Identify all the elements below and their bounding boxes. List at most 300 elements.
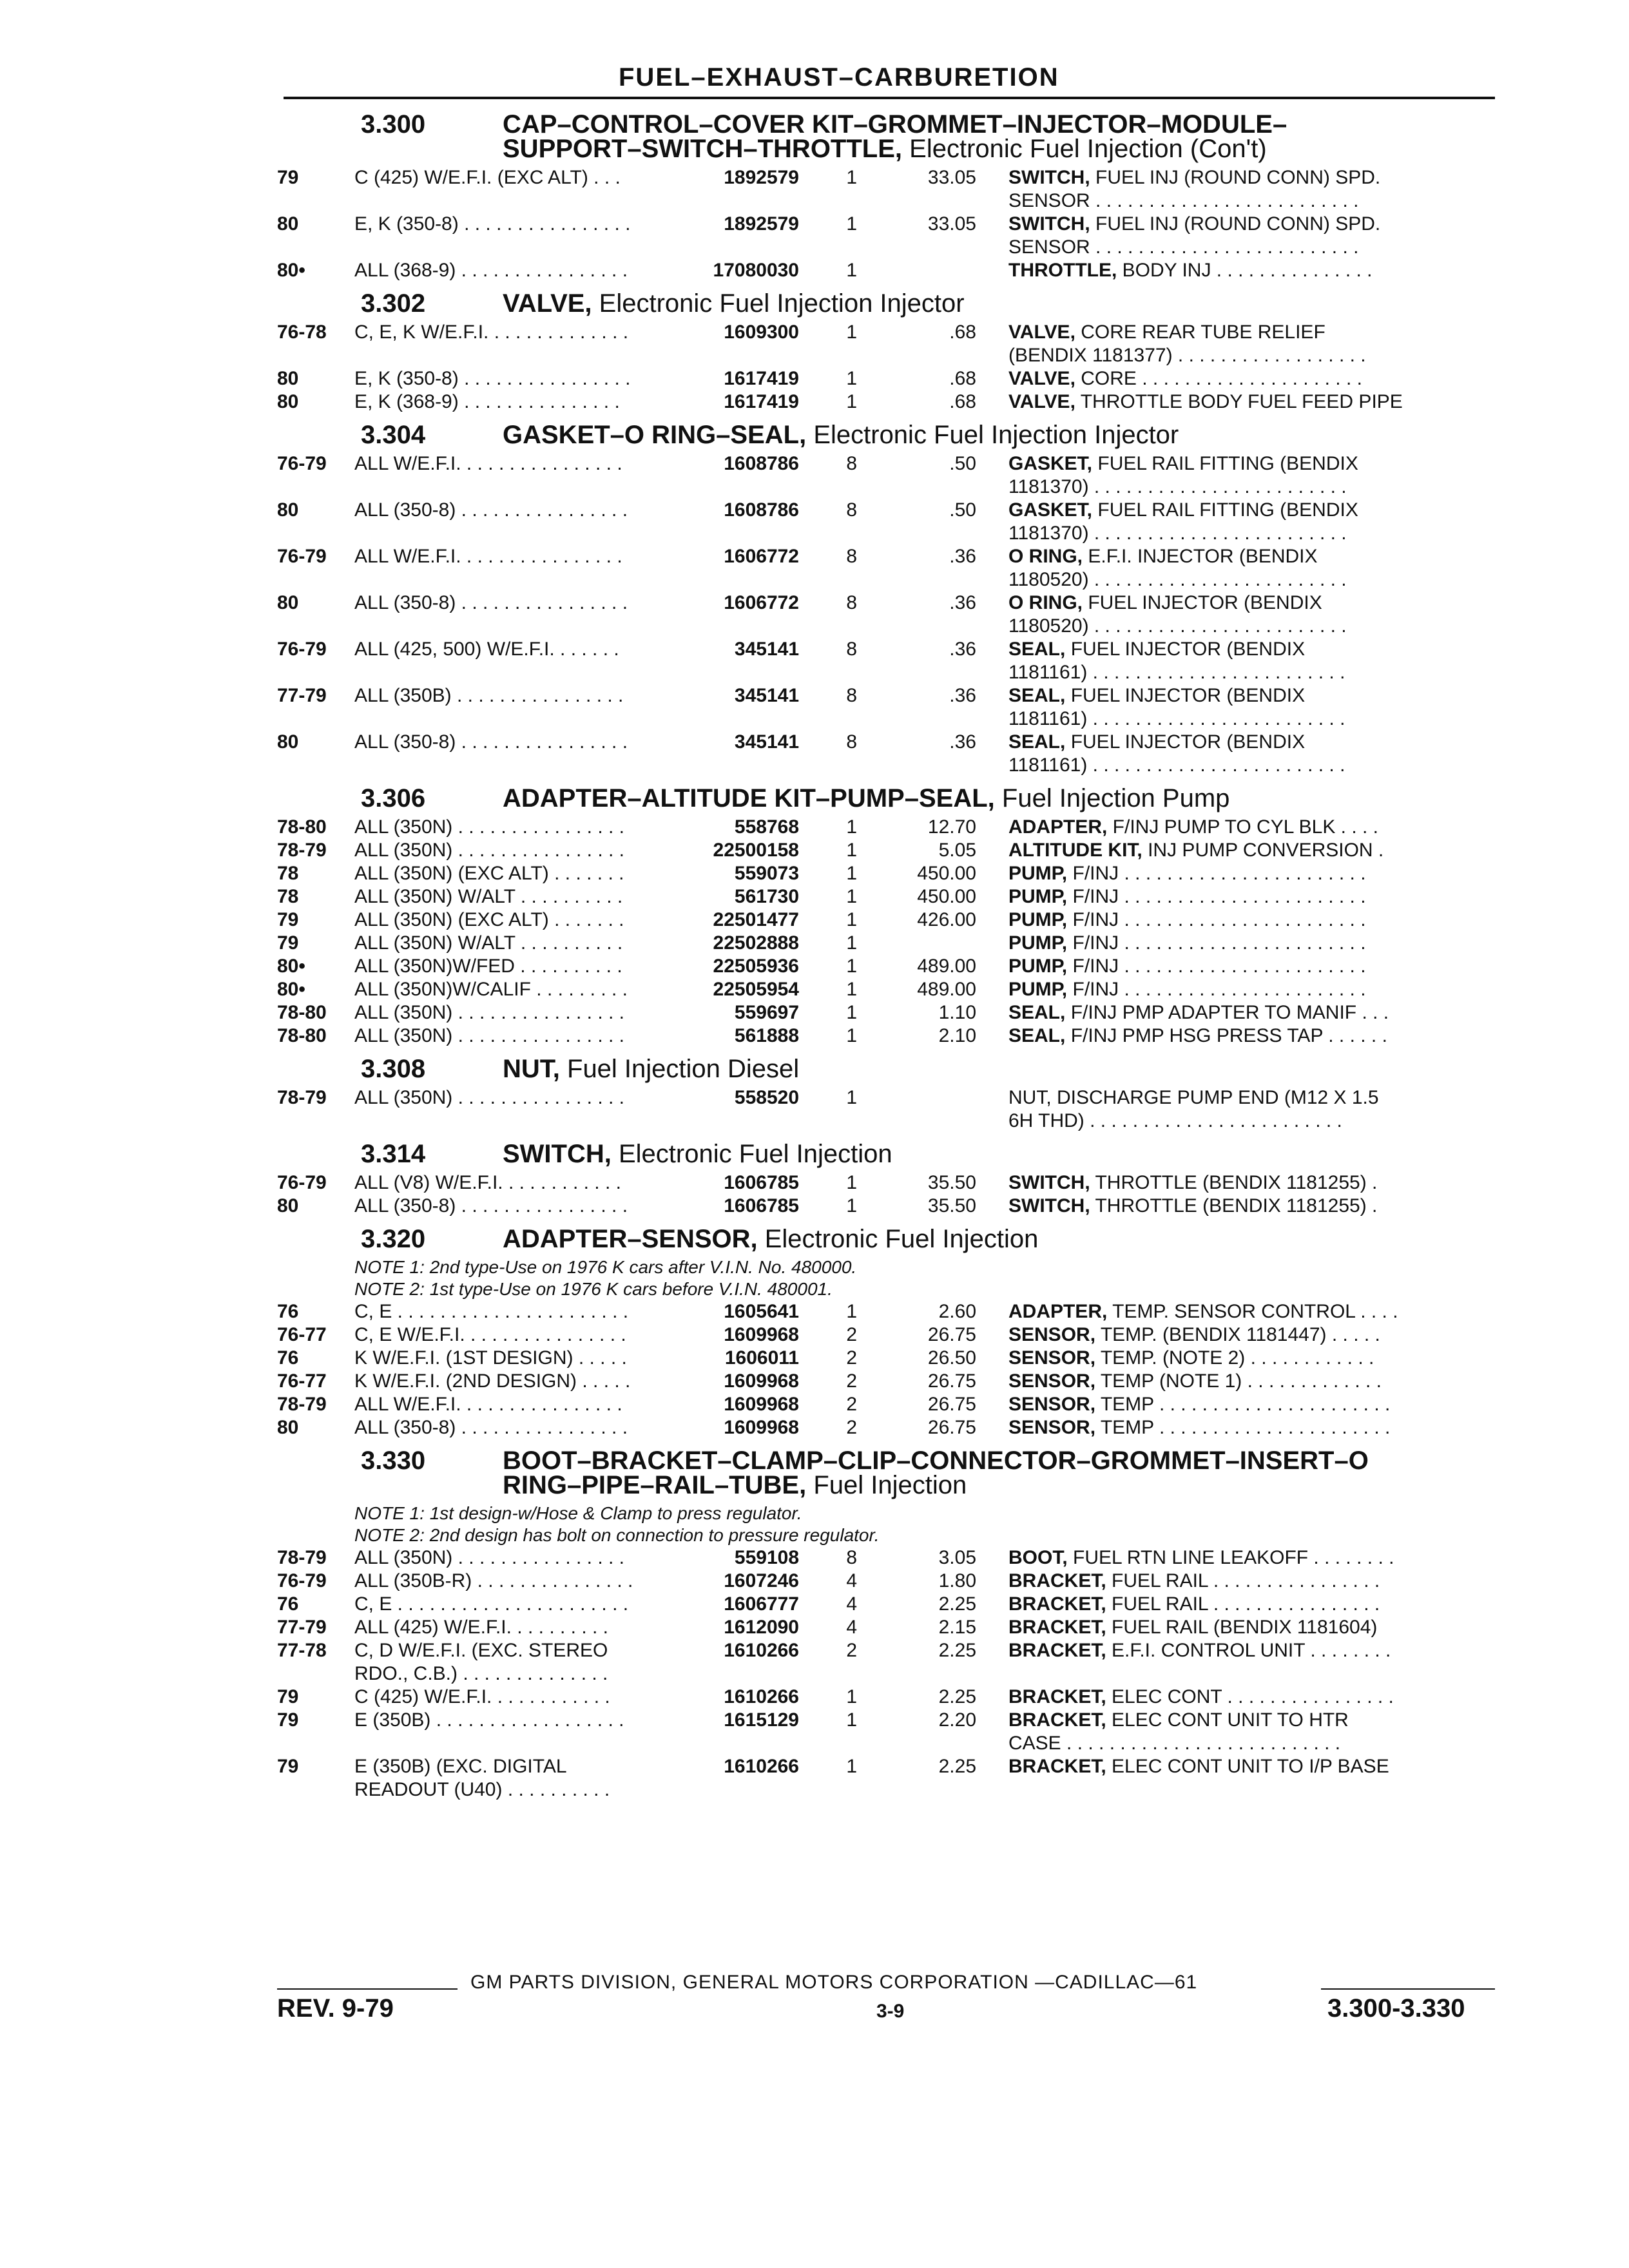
part-description [976, 1393, 1495, 1416]
part-description-text: FUEL RAIL . . . . . . . . . . . . . . . . [1106, 1570, 1380, 1591]
price: 26.75 [927, 1417, 976, 1438]
part-number: 559697 [734, 1002, 799, 1023]
model-year: 80• [277, 979, 305, 1000]
model-year: 78-79 [277, 1547, 327, 1568]
part-description-text: FUEL RAIL FITTING (BENDIX 1181370) . . . . . . . . . . . . . . . . . . . . . . . . [1008, 453, 1358, 497]
price: .36 [949, 546, 976, 567]
section-note: NOTE 2: 1st type-Use on 1976 K cars before V.I.N. 480001. [354, 1279, 833, 1299]
quantity: 1 [846, 1025, 857, 1046]
model-application: ALL (350-8) . . . . . . . . . . . . . . . . [354, 592, 628, 613]
model-year: 80 [277, 499, 299, 521]
part-description-text: CORE . . . . . . . . . . . . . . . . . . . . . [1075, 368, 1362, 389]
section-number: 3.314 [361, 1140, 426, 1168]
model-application: ALL (350B-R) . . . . . . . . . . . . . . . [354, 1570, 633, 1591]
part-keyword: BRACKET, [1008, 1640, 1106, 1661]
section-name-rest: Electronic Fuel Injection (Con't) [902, 135, 1267, 163]
section-title [277, 1057, 1495, 1081]
model-year: 76 [277, 1347, 299, 1369]
model-application: C, E . . . . . . . . . . . . . . . . . . . . . . [354, 1301, 629, 1322]
part-number: 17080030 [713, 260, 799, 281]
part-number: 1606772 [724, 592, 799, 613]
part-row [277, 452, 1495, 499]
price: 33.05 [927, 213, 976, 235]
model-application: ALL (350N)W/FED . . . . . . . . . . [354, 956, 622, 977]
part-description [976, 1024, 1495, 1048]
part-description [976, 684, 1495, 731]
model-application: ALL (V8) W/E.F.I. . . . . . . . . . . . [354, 1172, 621, 1193]
section-name-bold: NUT, [503, 1055, 560, 1083]
part-row [277, 213, 1495, 259]
part-keyword: PUMP, [1008, 979, 1068, 1000]
part-keyword: GASKET, [1008, 453, 1093, 474]
section-name [503, 1057, 1495, 1081]
quantity: 8 [846, 546, 857, 567]
part-description [976, 932, 1495, 955]
part-description [976, 213, 1495, 259]
part-row [277, 839, 1495, 862]
model-year: 76-79 [277, 1172, 327, 1193]
section-name-bold: ADAPTER–SENSOR, [503, 1225, 758, 1253]
part-number: 1606785 [724, 1172, 799, 1193]
part-description [976, 1370, 1495, 1393]
price: 450.00 [917, 863, 976, 884]
section-number: 3.320 [361, 1225, 426, 1253]
price: .68 [949, 391, 976, 412]
part-description-text: TEMP . . . . . . . . . . . . . . . . . . . . . . [1095, 1417, 1391, 1438]
section-name-bold: VALVE, [503, 289, 592, 318]
part-description-text: FUEL INJECTOR (BENDIX 1180520) . . . . . . . . . . . . . . . . . . . . . . . . [1008, 592, 1347, 637]
part-description [976, 1709, 1495, 1755]
model-year: 79 [277, 1756, 299, 1777]
header-rule [284, 97, 1495, 99]
part-keyword: SEAL, [1008, 1002, 1066, 1023]
model-year: 80 [277, 592, 299, 613]
model-application: ALL (350-8) . . . . . . . . . . . . . . . . [354, 499, 628, 521]
part-description [976, 1593, 1495, 1616]
quantity: 1 [846, 863, 857, 884]
model-application: ALL (368-9) . . . . . . . . . . . . . . . . [354, 260, 628, 281]
part-keyword: BRACKET, [1008, 1617, 1106, 1638]
part-row [277, 978, 1495, 1001]
part-keyword: O RING, [1008, 546, 1083, 567]
part-description [976, 452, 1495, 499]
model-year: 76-77 [277, 1324, 327, 1345]
part-number: 1617419 [724, 368, 799, 389]
part-description-text: F/INJ . . . . . . . . . . . . . . . . . . . . . . . [1067, 932, 1366, 954]
part-row [277, 932, 1495, 955]
part-description [976, 591, 1495, 638]
price: .50 [949, 453, 976, 474]
part-description-text: FUEL INJECTOR (BENDIX 1181161) . . . . . . . . . . . . . . . . . . . . . . . . [1008, 731, 1345, 776]
model-year: 79 [277, 1686, 299, 1707]
part-number: 1892579 [724, 213, 799, 235]
quantity: 2 [846, 1324, 857, 1345]
model-year: 80• [277, 956, 305, 977]
section-note: NOTE 1: 2nd type-Use on 1976 K cars after V.I.N. No. 480000. [354, 1257, 857, 1277]
part-keyword: BRACKET, [1008, 1756, 1106, 1777]
price: 426.00 [917, 909, 976, 930]
section-name-rest: Electronic Fuel Injection Injector [592, 289, 965, 318]
price: 2.25 [938, 1593, 976, 1615]
model-application: ALL W/E.F.I. . . . . . . . . . . . . . . . [354, 453, 622, 474]
model-year: 80 [277, 1417, 299, 1438]
part-description [976, 885, 1495, 908]
part-description [976, 1686, 1495, 1709]
price: .50 [949, 499, 976, 521]
section-number: 3.308 [361, 1055, 426, 1083]
section-name-bold: CAP–CONTROL–COVER KIT–GROMMET–INJECTOR–MODULE– SUPPORT–SWITCH–THROTTLE, [503, 110, 1287, 163]
model-year: 76 [277, 1593, 299, 1615]
part-row [277, 1393, 1495, 1416]
part-description-text: TEMP. SENSOR CONTROL . . . . [1107, 1301, 1398, 1322]
part-keyword: SEAL, [1008, 639, 1066, 660]
part-description-text: NUT, DISCHARGE PUMP END (M12 X 1.5 6H THD) . . . . . . . . . . . . . . . . . . . . . . . . [1008, 1087, 1379, 1131]
model-application: ALL (350-8) . . . . . . . . . . . . . . . . [354, 1417, 628, 1438]
price: .36 [949, 731, 976, 753]
part-number: 1610266 [724, 1686, 799, 1707]
part-description-text: F/INJ . . . . . . . . . . . . . . . . . . . . . . . [1067, 909, 1366, 930]
part-number: 1609968 [724, 1394, 799, 1415]
part-description [976, 1086, 1495, 1133]
part-number: 345141 [734, 685, 799, 706]
model-application: ALL (350N) (EXC ALT) . . . . . . . [354, 863, 624, 884]
part-description [976, 259, 1495, 282]
part-number: 558520 [734, 1087, 799, 1108]
quantity: 8 [846, 453, 857, 474]
part-keyword: VALVE, [1008, 391, 1075, 412]
price: 2.25 [938, 1640, 976, 1661]
quantity: 1 [846, 1002, 857, 1023]
model-application: E (350B) (EXC. DIGITAL READOUT (U40) . . . . . . . . . . [354, 1756, 610, 1800]
quantity: 1 [846, 1087, 857, 1108]
section-range: 3.300-3.330 [1327, 1994, 1465, 2023]
part-description [976, 321, 1495, 367]
price: 3.05 [938, 1547, 976, 1568]
quantity: 1 [846, 1756, 857, 1777]
model-year: 76-78 [277, 322, 327, 343]
quantity: 8 [846, 1547, 857, 1568]
section-number: 3.300 [361, 110, 426, 139]
quantity: 1 [846, 1686, 857, 1707]
price: 33.05 [927, 167, 976, 188]
model-application: ALL (350N)W/CALIF . . . . . . . . . [354, 979, 628, 1000]
quantity: 1 [846, 213, 857, 235]
model-application: ALL W/E.F.I. . . . . . . . . . . . . . . . [354, 546, 622, 567]
part-description [976, 1616, 1495, 1639]
quantity: 1 [846, 1172, 857, 1193]
part-number: 559108 [734, 1547, 799, 1568]
price: 489.00 [917, 956, 976, 977]
section-name [503, 291, 1495, 316]
section-title [277, 112, 1495, 161]
part-description-text: FUEL INJ (ROUND CONN) SPD. SENSOR . . . . . . . . . . . . . . . . . . . . . . . . . [1008, 167, 1381, 211]
part-keyword: O RING, [1008, 592, 1083, 613]
quantity: 1 [846, 322, 857, 343]
part-row [277, 731, 1495, 777]
price: 2.15 [938, 1617, 976, 1638]
part-row [277, 545, 1495, 591]
model-application: ALL (350N) . . . . . . . . . . . . . . . . [354, 1087, 625, 1108]
price [857, 1086, 976, 1133]
part-row [277, 1639, 1495, 1686]
part-row [277, 1086, 1495, 1133]
part-keyword: PUMP, [1008, 932, 1068, 954]
model-year: 80• [277, 260, 305, 281]
price: 26.75 [927, 1394, 976, 1415]
price: 26.75 [927, 1370, 976, 1392]
part-keyword: VALVE, [1008, 368, 1075, 389]
part-keyword: SWITCH, [1008, 167, 1090, 188]
model-year: 76-79 [277, 639, 327, 660]
part-keyword: BRACKET, [1008, 1709, 1106, 1731]
part-number: 1610266 [724, 1756, 799, 1777]
part-number: 1608786 [724, 499, 799, 521]
quantity: 1 [846, 368, 857, 389]
price: 5.05 [938, 840, 976, 861]
price: 2.25 [938, 1686, 976, 1707]
quantity: 1 [846, 956, 857, 977]
part-row [277, 1616, 1495, 1639]
part-keyword: BRACKET, [1008, 1686, 1106, 1707]
part-description-text: ELEC CONT UNIT TO I/P BASE [1106, 1756, 1389, 1777]
section-name-bold: GASKET–O RING–SEAL, [503, 421, 807, 449]
part-keyword: SWITCH, [1008, 1172, 1090, 1193]
part-description [976, 1416, 1495, 1439]
section-name [503, 1142, 1495, 1166]
part-description-text: F/INJ . . . . . . . . . . . . . . . . . . . . . . . [1067, 863, 1366, 884]
part-number: 561730 [734, 886, 799, 907]
section-name-rest: Electronic Fuel Injection [611, 1140, 892, 1168]
section-title [277, 1227, 1495, 1251]
part-description [976, 1300, 1495, 1323]
parts-content [277, 103, 1495, 1802]
part-description [976, 1639, 1495, 1686]
model-application: ALL (350B) . . . . . . . . . . . . . . . . [354, 685, 624, 706]
model-application: ALL (350N) . . . . . . . . . . . . . . . . [354, 816, 625, 838]
part-description-text: F/INJ PMP HSG PRESS TAP . . . . . . [1065, 1025, 1387, 1046]
footer-text: GM PARTS DIVISION, GENERAL MOTORS CORPORATION —CADILLAC—61 [470, 1972, 1198, 1993]
part-keyword: SENSOR, [1008, 1324, 1096, 1345]
part-row [277, 367, 1495, 390]
part-description-text: E.F.I. INJECTOR (BENDIX 1180520) . . . . . . . . . . . . . . . . . . . . . . . . [1008, 546, 1347, 590]
section-note: NOTE 2: 2nd design has bolt on connection to pressure regulator. [354, 1525, 880, 1545]
model-application: ALL (350N) . . . . . . . . . . . . . . . . [354, 1547, 625, 1568]
part-description-text: TEMP. (BENDIX 1181447) . . . . . [1095, 1324, 1380, 1345]
part-row [277, 1546, 1495, 1570]
part-description-text: THROTTLE (BENDIX 1181255) . [1090, 1195, 1378, 1216]
revision-label: REV. 9-79 [277, 1994, 394, 2023]
quantity: 2 [846, 1417, 857, 1438]
section-number: 3.302 [361, 289, 426, 318]
quantity: 8 [846, 592, 857, 613]
part-description [976, 1347, 1495, 1370]
part-row [277, 1416, 1495, 1439]
section-title [277, 291, 1495, 316]
price: 26.50 [927, 1347, 976, 1369]
section-name-rest: Electronic Fuel Injection Injector [806, 421, 1179, 449]
part-row [277, 591, 1495, 638]
part-number: 1605641 [724, 1301, 799, 1322]
part-number: 1892579 [724, 167, 799, 188]
part-description-text: FUEL INJECTOR (BENDIX 1181161) . . . . . . . . . . . . . . . . . . . . . . . . [1008, 685, 1345, 729]
model-year: 76-79 [277, 453, 327, 474]
section-name [503, 786, 1495, 811]
part-keyword: BRACKET, [1008, 1593, 1106, 1615]
part-description [976, 499, 1495, 545]
part-row [277, 1370, 1495, 1393]
part-keyword: SEAL, [1008, 731, 1066, 753]
part-description-text: F/INJ . . . . . . . . . . . . . . . . . . . . . . . [1067, 956, 1366, 977]
price: 35.50 [927, 1195, 976, 1216]
model-year: 76-79 [277, 1570, 327, 1591]
section-number: 3.306 [361, 784, 426, 812]
price: 2.10 [938, 1025, 976, 1046]
price: 1.10 [938, 1002, 976, 1023]
part-description [976, 978, 1495, 1001]
price: 12.70 [927, 816, 976, 838]
part-description [976, 862, 1495, 885]
price: .68 [949, 322, 976, 343]
part-description-text: F/INJ . . . . . . . . . . . . . . . . . . . . . . . [1067, 886, 1366, 907]
part-keyword: SWITCH, [1008, 213, 1090, 235]
part-number: 561888 [734, 1025, 799, 1046]
part-keyword: ADAPTER, [1008, 1301, 1108, 1322]
model-year: 78-80 [277, 816, 327, 838]
part-row [277, 1001, 1495, 1024]
part-description [976, 955, 1495, 978]
price: 26.75 [927, 1324, 976, 1345]
model-year: 76 [277, 1301, 299, 1322]
model-year: 80 [277, 213, 299, 235]
page-header: FUEL–EXHAUST–CARBURETION [619, 63, 1059, 91]
part-number: 1610266 [724, 1640, 799, 1661]
model-year: 78-79 [277, 1394, 327, 1415]
model-year: 78-79 [277, 1087, 327, 1108]
part-description [976, 367, 1495, 390]
quantity: 2 [846, 1370, 857, 1392]
part-description [976, 839, 1495, 862]
model-year: 78 [277, 863, 299, 884]
part-description-text: BODY INJ . . . . . . . . . . . . . . . [1117, 260, 1373, 281]
part-description-text: FUEL RAIL FITTING (BENDIX 1181370) . . . . . . . . . . . . . . . . . . . . . . . . [1008, 499, 1358, 544]
model-year: 76-77 [277, 1370, 327, 1392]
part-keyword: ALTITUDE KIT, [1008, 840, 1142, 861]
part-number: 1606011 [724, 1347, 799, 1369]
part-keyword: SEAL, [1008, 1025, 1066, 1046]
part-description [976, 1546, 1495, 1570]
part-number: 1612090 [724, 1617, 799, 1638]
quantity: 1 [846, 1301, 857, 1322]
model-application: ALL (350N) W/ALT . . . . . . . . . . [354, 886, 623, 907]
price: 1.80 [938, 1570, 976, 1591]
part-description-text: THROTTLE (BENDIX 1181255) . [1090, 1172, 1378, 1193]
part-number: 1609300 [724, 322, 799, 343]
part-description-text: ELEC CONT . . . . . . . . . . . . . . . . [1106, 1686, 1394, 1707]
part-number: 1609968 [724, 1370, 799, 1392]
model-application: K W/E.F.I. (1ST DESIGN) . . . . . [354, 1347, 627, 1369]
part-description [976, 1195, 1495, 1218]
part-keyword: SENSOR, [1008, 1347, 1096, 1369]
part-row [277, 259, 1495, 282]
part-description [976, 1323, 1495, 1347]
part-row [277, 684, 1495, 731]
part-number: 558768 [734, 816, 799, 838]
part-number: 1609968 [724, 1324, 799, 1345]
model-application: K W/E.F.I. (2ND DESIGN) . . . . . [354, 1370, 631, 1392]
page-number: 3-9 [876, 2001, 905, 2022]
part-row [277, 1570, 1495, 1593]
part-number: 1615129 [724, 1709, 799, 1731]
part-keyword: VALVE, [1008, 322, 1075, 343]
section-name [503, 423, 1495, 447]
quantity: 2 [846, 1394, 857, 1415]
section-name-bold: ADAPTER–ALTITUDE KIT–PUMP–SEAL, [503, 784, 995, 812]
price [857, 932, 976, 955]
part-description [976, 1755, 1495, 1802]
part-number: 345141 [734, 731, 799, 753]
part-keyword: BOOT, [1008, 1547, 1068, 1568]
part-description-text: TEMP. (NOTE 2) . . . . . . . . . . . . [1095, 1347, 1374, 1369]
part-row [277, 908, 1495, 932]
model-application: C, D W/E.F.I. (EXC. STEREO RDO., C.B.) . . . . . . . . . . . . . . [354, 1640, 608, 1684]
model-application: ALL (350N) . . . . . . . . . . . . . . . . [354, 1002, 625, 1023]
model-year: 78-79 [277, 840, 327, 861]
part-row [277, 1755, 1495, 1802]
part-row [277, 1024, 1495, 1048]
part-keyword: ADAPTER, [1008, 816, 1108, 838]
part-row [277, 1593, 1495, 1616]
part-row [277, 862, 1495, 885]
part-description [976, 1570, 1495, 1593]
model-application: C (425) W/E.F.I. . . . . . . . . . . . [354, 1686, 610, 1707]
model-year: 77-78 [277, 1640, 327, 1661]
section-name-rest: Fuel Injection [806, 1471, 967, 1499]
model-application: ALL (425, 500) W/E.F.I. . . . . . . [354, 639, 619, 660]
part-row [277, 1300, 1495, 1323]
model-application: ALL (350N) . . . . . . . . . . . . . . . . [354, 1025, 625, 1046]
section-title [277, 423, 1495, 447]
model-application: ALL (425) W/E.F.I. . . . . . . . . . [354, 1617, 608, 1638]
section-number: 3.330 [361, 1446, 426, 1475]
part-row [277, 166, 1495, 213]
part-keyword: SWITCH, [1008, 1195, 1090, 1216]
model-year: 78-80 [277, 1002, 327, 1023]
part-number: 22500158 [713, 840, 799, 861]
model-application: C, E W/E.F.I. . . . . . . . . . . . . . . . [354, 1324, 626, 1345]
quantity: 1 [846, 1195, 857, 1216]
model-year: 79 [277, 909, 299, 930]
model-year: 77-79 [277, 1617, 327, 1638]
part-keyword: PUMP, [1008, 956, 1068, 977]
model-year: 79 [277, 1709, 299, 1731]
price: 489.00 [917, 979, 976, 1000]
part-keyword: SENSOR, [1008, 1394, 1096, 1415]
quantity: 4 [846, 1593, 857, 1615]
footer-rule-left [277, 1988, 458, 1990]
part-keyword: BRACKET, [1008, 1570, 1106, 1591]
model-year: 78 [277, 886, 299, 907]
quantity: 2 [846, 1640, 857, 1661]
model-application: E (350B) . . . . . . . . . . . . . . . . . . [354, 1709, 624, 1731]
part-keyword: PUMP, [1008, 886, 1068, 907]
part-description-text: CORE REAR TUBE RELIEF (BENDIX 1181377) . . . . . . . . . . . . . . . . . . [1008, 322, 1366, 366]
part-description-text: FUEL RTN LINE LEAKOFF . . . . . . . . [1067, 1547, 1394, 1568]
part-row [277, 1171, 1495, 1195]
section-name [503, 112, 1495, 161]
part-number: 345141 [734, 639, 799, 660]
section-title [277, 1448, 1495, 1497]
part-row [277, 1323, 1495, 1347]
